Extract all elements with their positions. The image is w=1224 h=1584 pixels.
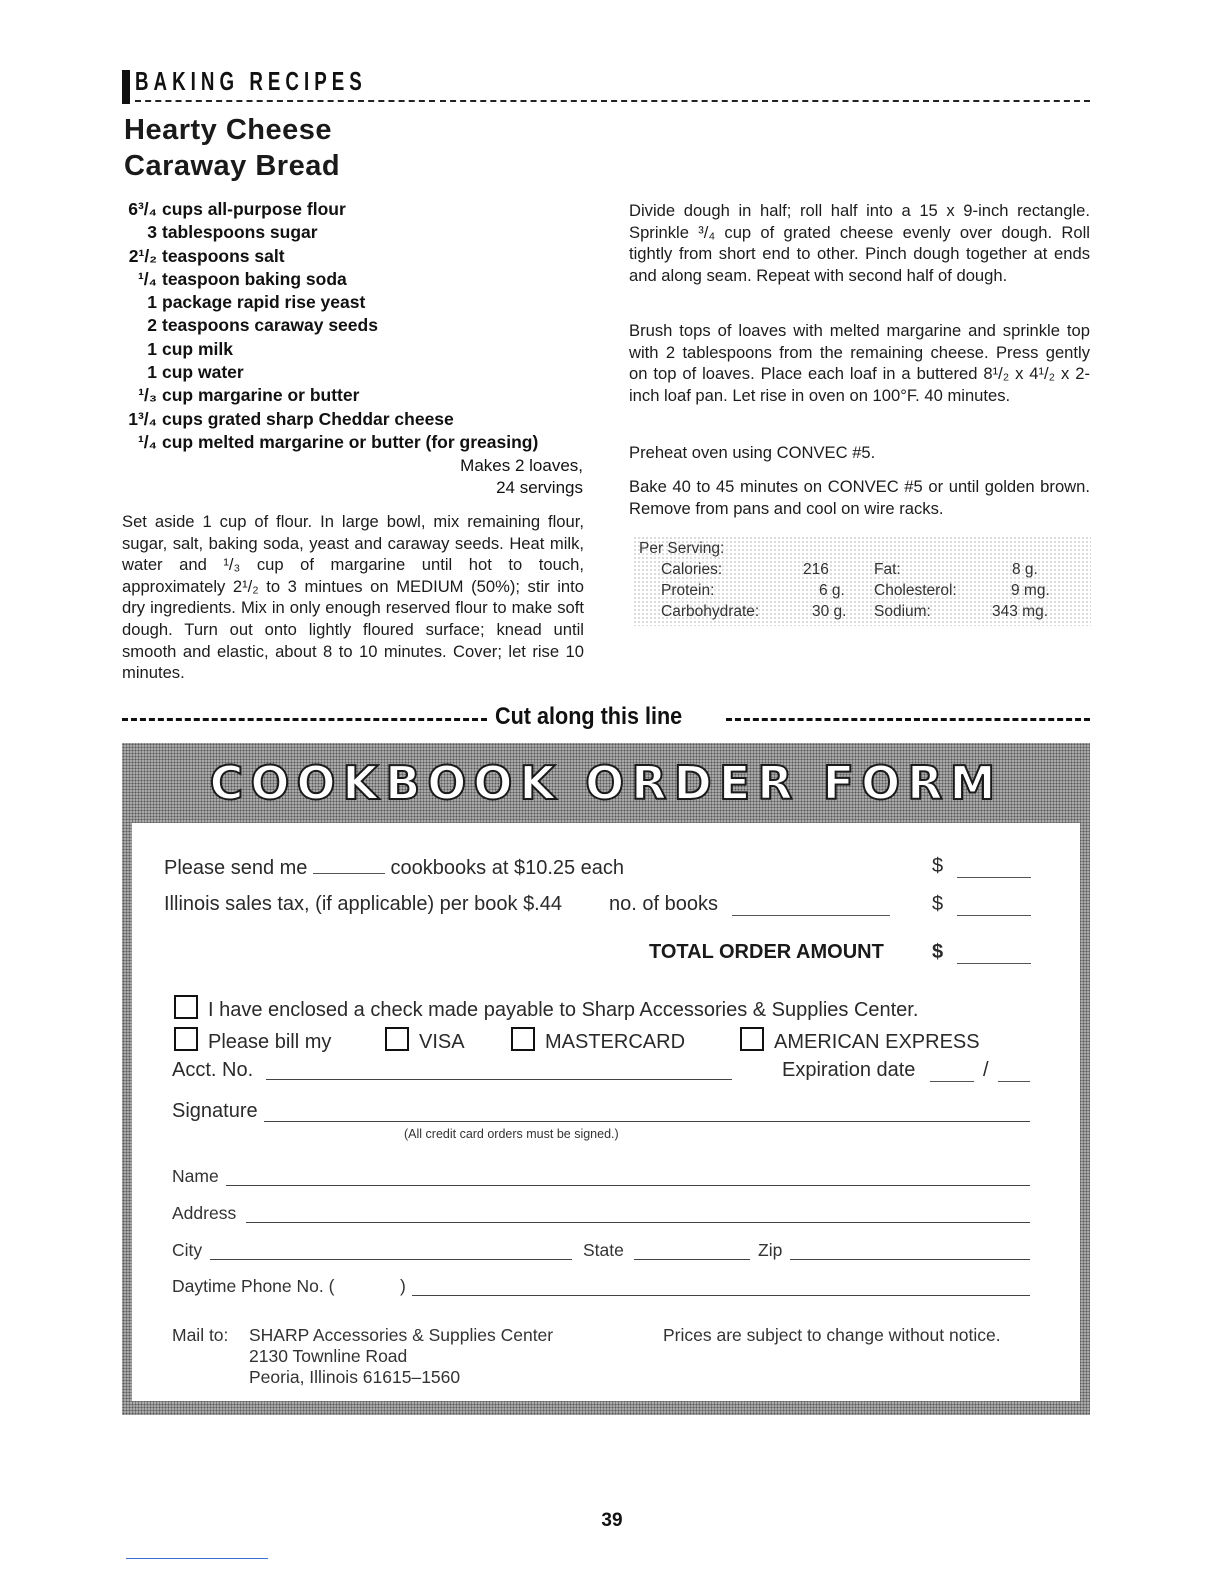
sales-tax-label: Illinois sales tax, (if applicable) per book $.44 bbox=[164, 893, 562, 915]
bill-option bbox=[174, 1027, 331, 1054]
tax-dollar: $ bbox=[932, 893, 944, 915]
protein-value: 6 g. bbox=[819, 582, 845, 599]
zip-field[interactable] bbox=[790, 1259, 1030, 1260]
section-label: BAKING RECIPES bbox=[135, 66, 367, 96]
ingredient-quantity: 3 bbox=[147, 222, 157, 243]
total-dollar: $ bbox=[932, 941, 944, 963]
method-step-1: Divide dough in half; roll half into a 15 x 9-inch rectangle. Sprinkle ³/₄ cup of grated cheese evenly over dough. Roll tightly from short end to other. Pinch dough together at ends and along seam. Repeat with second half of dough. bbox=[629, 201, 1090, 285]
protein-label: Protein: bbox=[661, 582, 715, 599]
subtotal-amount-field[interactable] bbox=[957, 859, 1031, 878]
order-form-panel bbox=[132, 823, 1080, 1401]
ingredient-text: cup milk bbox=[162, 338, 233, 359]
name-field[interactable] bbox=[226, 1185, 1030, 1186]
method-step-4: Bake 40 to 45 minutes on CONVEC #5 or until golden brown. Remove from pans and cool on wire racks. bbox=[629, 477, 1090, 518]
send-me-prefix: Please send me bbox=[164, 857, 308, 879]
calories-label: Calories: bbox=[661, 561, 723, 578]
method-step-3: Preheat oven using CONVEC #5. bbox=[629, 443, 876, 462]
expiration-slash: / bbox=[983, 1059, 989, 1081]
send-me-suffix: cookbooks at $10.25 each bbox=[390, 857, 625, 879]
ingredient-text: tablespoons sugar bbox=[162, 222, 318, 243]
ingredient-item bbox=[118, 198, 588, 221]
ingredient-text: teaspoons salt bbox=[162, 245, 285, 266]
ingredient-quantity: 1 bbox=[147, 362, 157, 383]
ingredients-list bbox=[118, 198, 588, 454]
yield-line1: Makes 2 loaves, bbox=[460, 456, 583, 475]
total-order-label: TOTAL ORDER AMOUNT bbox=[649, 941, 884, 963]
header-dashed-rule bbox=[440, 100, 1090, 102]
ingredient-item bbox=[118, 338, 588, 361]
page-number: 39 bbox=[601, 1510, 623, 1531]
mastercard-label: MASTERCARD bbox=[545, 1031, 686, 1053]
mail-to-label: Mail to: bbox=[172, 1325, 229, 1345]
ingredient-item bbox=[118, 408, 588, 431]
phone-label: Daytime Phone No. ( bbox=[172, 1276, 335, 1296]
calories-value: 216 bbox=[803, 561, 829, 578]
ingredient-text: cups grated sharp Cheddar cheese bbox=[162, 408, 454, 429]
mastercard-checkbox[interactable] bbox=[511, 1027, 535, 1051]
recipe-title-line2: Caraway Bread bbox=[124, 150, 341, 182]
ingredient-text: cup water bbox=[162, 362, 244, 383]
cookbook-quantity-field[interactable] bbox=[313, 855, 385, 874]
total-amount-field[interactable] bbox=[957, 945, 1031, 964]
fat-value: 8 g. bbox=[1012, 561, 1038, 578]
tax-amount-field[interactable] bbox=[957, 897, 1031, 916]
address-label: Address bbox=[172, 1203, 237, 1223]
state-field[interactable] bbox=[634, 1259, 750, 1260]
header-dashed-rule-underline bbox=[135, 100, 435, 102]
ingredient-text: cups all-purpose flour bbox=[162, 199, 346, 219]
visa-label: VISA bbox=[419, 1031, 465, 1053]
bottom-rule bbox=[126, 1558, 268, 1559]
signature-field[interactable] bbox=[264, 1121, 1030, 1122]
yield-line2: 24 servings bbox=[496, 478, 583, 497]
expiration-label: Expiration date bbox=[782, 1059, 916, 1081]
state-label: State bbox=[583, 1240, 624, 1260]
recipe-title bbox=[124, 112, 340, 184]
cut-dashed-rule-left bbox=[122, 718, 487, 721]
check-option bbox=[174, 995, 918, 1022]
carbohydrate-value: 30 g. bbox=[812, 603, 847, 620]
no-of-books-label: no. of books bbox=[609, 893, 718, 915]
amex-label: AMERICAN EXPRESS bbox=[774, 1031, 980, 1053]
expiration-month-field[interactable] bbox=[930, 1063, 974, 1082]
sodium-label: Sodium: bbox=[874, 603, 931, 620]
zip-label: Zip bbox=[758, 1240, 783, 1260]
ingredient-quantity: 2 bbox=[147, 315, 157, 336]
order-form-title: COOKBOOK ORDER FORM bbox=[209, 756, 1003, 810]
ingredient-item bbox=[118, 314, 588, 337]
name-label: Name bbox=[172, 1166, 219, 1186]
ingredient-quantity: ¹/₄ bbox=[137, 431, 157, 452]
subtotal-dollar: $ bbox=[932, 855, 944, 877]
ingredient-text: package rapid rise yeast bbox=[162, 292, 366, 313]
ingredient-item bbox=[118, 431, 588, 454]
check-enclosed-checkbox[interactable] bbox=[174, 995, 198, 1019]
price-notice: Prices are subject to change without notice. bbox=[663, 1325, 1001, 1345]
ingredient-text: cup melted margarine or butter (for greasing) bbox=[162, 431, 539, 452]
ingredient-text: teaspoon baking soda bbox=[162, 268, 347, 289]
city-label: City bbox=[172, 1240, 203, 1260]
amex-option bbox=[740, 1027, 980, 1054]
send-me-label bbox=[164, 855, 624, 880]
signature-note: (All credit card orders must be signed.) bbox=[404, 1127, 619, 1141]
ingredient-quantity: 1³/₄ bbox=[128, 408, 157, 429]
nutrition-heading: Per Serving: bbox=[639, 540, 725, 557]
phone-field[interactable] bbox=[412, 1295, 1030, 1296]
ingredient-item bbox=[118, 221, 588, 244]
phone-close-paren: ) bbox=[400, 1276, 406, 1296]
no-of-books-field[interactable] bbox=[732, 897, 890, 916]
ingredient-item bbox=[118, 361, 588, 384]
cholesterol-value: 9 mg. bbox=[1011, 582, 1050, 599]
ingredient-quantity: 1 bbox=[147, 338, 157, 359]
visa-checkbox[interactable] bbox=[385, 1027, 409, 1051]
ingredient-quantity: ¹/₃ bbox=[138, 385, 157, 406]
recipe-title-line1: Hearty Cheese bbox=[124, 114, 332, 146]
ingredient-item bbox=[118, 245, 588, 268]
carbohydrate-label: Carbohydrate: bbox=[661, 603, 760, 620]
bill-option-label: Please bill my bbox=[208, 1031, 332, 1053]
check-option-label: I have enclosed a check made payable to Sharp Accessories & Supplies Center. bbox=[208, 999, 919, 1021]
bill-me-checkbox[interactable] bbox=[174, 1027, 198, 1051]
mail-address-line3: Peoria, Illinois 61615–1560 bbox=[249, 1367, 461, 1387]
acct-no-field[interactable] bbox=[266, 1079, 732, 1080]
mastercard-option bbox=[511, 1027, 685, 1054]
cut-dashed-rule-right bbox=[726, 718, 1090, 721]
ingredient-quantity: 6³/₄ bbox=[128, 199, 157, 219]
sodium-value: 343 mg. bbox=[992, 603, 1049, 620]
ingredient-item bbox=[118, 291, 588, 314]
recipe-yield bbox=[380, 455, 583, 499]
ingredient-text: teaspoons caraway seeds bbox=[162, 315, 378, 336]
ingredient-quantity: ¹/₄ bbox=[137, 268, 157, 289]
acct-no-label: Acct. No. bbox=[172, 1059, 254, 1081]
cut-line-label: Cut along this line bbox=[495, 703, 683, 730]
visa-option bbox=[385, 1027, 465, 1054]
ingredient-item bbox=[118, 268, 588, 291]
ingredient-quantity: 2¹/₂ bbox=[128, 245, 157, 266]
cholesterol-label: Cholesterol: bbox=[874, 582, 957, 599]
city-field[interactable] bbox=[210, 1259, 572, 1260]
order-form bbox=[122, 743, 1090, 1415]
ingredient-text: cup margarine or butter bbox=[162, 385, 360, 406]
expiration-year-field[interactable] bbox=[998, 1063, 1030, 1082]
mail-address-line2: 2130 Townline Road bbox=[249, 1346, 408, 1366]
amex-checkbox[interactable] bbox=[740, 1027, 764, 1051]
signature-label: Signature bbox=[172, 1100, 258, 1122]
ingredient-quantity: 1 bbox=[147, 292, 157, 313]
ingredient-item bbox=[118, 384, 588, 407]
section-marker bbox=[122, 70, 130, 104]
address-field[interactable] bbox=[246, 1222, 1030, 1223]
nutrition-box bbox=[633, 536, 1091, 626]
mail-address-line1: SHARP Accessories & Supplies Center bbox=[249, 1325, 554, 1345]
method-paragraph-left: Set aside 1 cup of flour. In large bowl, mix remaining flour, sugar, salt, baking soda, yeast and caraway seeds. Heat milk, water and ¹/₃ cup of margarine until hot to touch, approximately 2¹/₂ to 3 mintues on MEDIUM (50%); stir into dry ingredients. Mix in only enough reserved flour to make soft dough. Turn out onto lightly floured surface; knead until smooth and elastic, about 8 to 10 minutes. Cover; let rise 10 minutes. bbox=[122, 512, 584, 683]
fat-label: Fat: bbox=[874, 561, 901, 578]
method-step-2: Brush tops of loaves with melted margarine and sprinkle top with 2 tablespoons from the remaining cheese. Press gently on top of loaves. Place each loaf in a buttered 8¹/₂ x 4¹/₂ x 2-inch loaf pan. Let rise in oven on 100°F. 40 minutes. bbox=[629, 321, 1090, 405]
